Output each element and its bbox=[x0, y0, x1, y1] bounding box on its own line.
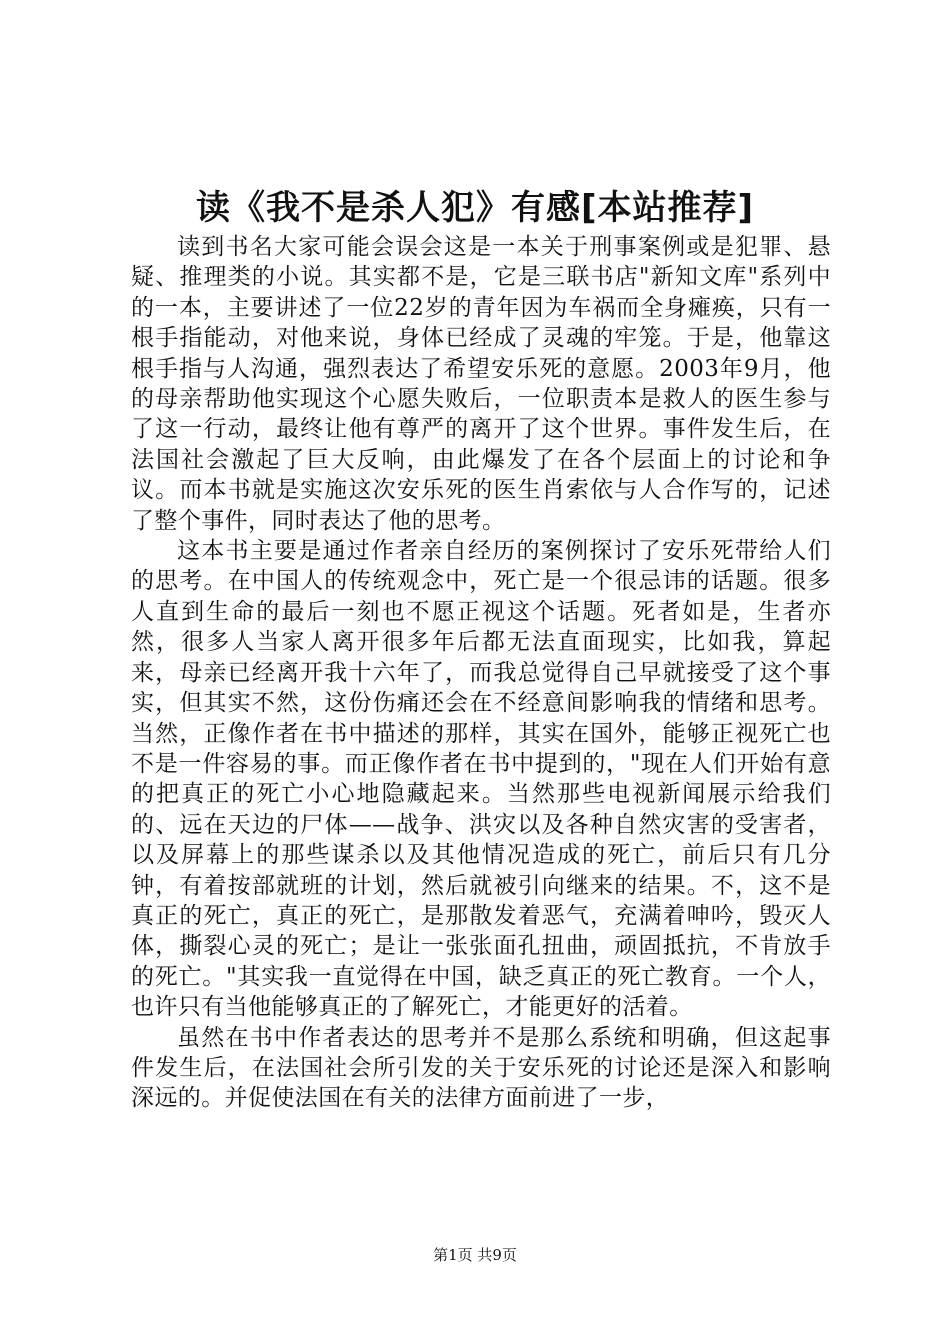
body-paragraph: 这本书主要是通过作者亲自经历的案例探讨了安乐死带给人们的思考。在中国人的传统观念中，死亡是一个很忌讳的话题。很多人直到生命的最后一刻也不愿正视这个话题。死者如是，生者亦然，很多人当家人离开很多年后都无法直面现实，比如我，算起来，母亲已经离开我十六年了，而我总觉得自己早就接受了这个事实，但其实不然，这份伤痛还会在不经意间影响我的情绪和思考。当然，正像作者在书中描述的那样，其实在国外，能够正视死亡也不是一件容易的事。而正像作者在书中提到的，"现在人们开始有意的把真正的死亡小心地隐藏起来。当然那些电视新闻展示给我们的、远在天边的尸体——战争、洪灾以及各种自然灾害的受害者，以及屏幕上的那些谋杀以及其他情况造成的死亡，前后只有几分钟，有着按部就班的计划，然后就被引向继来的结果。不，这不是真正的死亡，真正的死亡，是那散发着恶气，充满着呻吟，毁灭人体，撕裂心灵的死亡；是让一张张面孔扭曲，顽固抵抗，不肯放手的死亡。"其实我一直觉得在中国，缺乏真正的死亡教育。一个人，也许只有当他能够真正的了解死亡，才能更好的活着。 bbox=[131, 538, 831, 1021]
document-title: 读《我不是杀人犯》有感[本站推荐] bbox=[195, 188, 755, 228]
document-body bbox=[131, 232, 831, 1114]
body-paragraph: 读到书名大家可能会误会这是一本关于刑事案例或是犯罪、悬疑、推理类的小说。其实都不是，它是三联书店"新知文库"系列中的一本，主要讲述了一位22岁的青年因为车祸而全身瘫痪，只有一根手指能动，对他来说，身体已经成了灵魂的牢笼。于是，他靠这根手指与人沟通，强烈表达了希望安乐死的意愿。2003年9月，他的母亲帮助他实现这个心愿失败后，一位职责本是救人的医生参与了这一行动，最终让他有尊严的离开了这个世界。事件发生后，在法国社会激起了巨大反响，由此爆发了在各个层面上的讨论和争议。而本书就是实施这次安乐死的医生肖索依与人合作写的，记述了整个事件，同时表达了他的思考。 bbox=[131, 234, 831, 534]
page-number-footer: 第1页 共9页 bbox=[433, 1246, 517, 1264]
body-paragraph: 虽然在书中作者表达的思考并不是那么系统和明确，但这起事件发生后，在法国社会所引发的关于安乐死的讨论还是深入和影响深远的。并促使法国在有关的法律方面前进了一步， bbox=[131, 1024, 831, 1112]
